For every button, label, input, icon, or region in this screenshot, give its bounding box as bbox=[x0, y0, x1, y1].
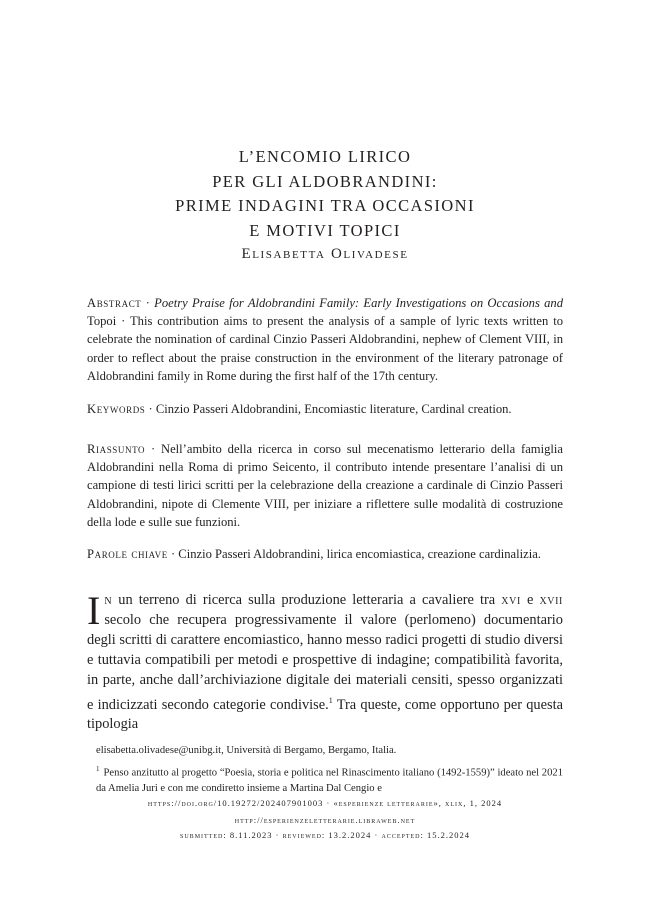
body-text-d: Tra queste, come opportuno per questa tipologia bbox=[87, 696, 563, 733]
keywords-text: Cinzio Passeri Aldobrandini, Encomiastic literature, Cardinal creation. bbox=[155, 402, 512, 416]
footer-dates: submitted: 8.11.2023 · reviewed: 13.2.2024 · accepted: 15.2.2024 bbox=[180, 830, 470, 840]
parole-label: Parole chiave bbox=[87, 547, 168, 561]
footnotes bbox=[87, 743, 563, 796]
footer-doi[interactable]: https://doi.org/10.19272/202407901003 · «esperienze letterarie», xlix, 1, 2024 bbox=[147, 798, 503, 808]
riassunto-label: Riassunto bbox=[87, 442, 146, 456]
lead-in: n bbox=[104, 592, 113, 608]
footer-url[interactable]: http://esperienzeletterarie.libraweb.net bbox=[234, 815, 416, 825]
title-line-1: L’ENCOMIO LIRICO bbox=[238, 147, 412, 166]
abstract-sep-1: · bbox=[141, 296, 155, 310]
keywords-sep: · bbox=[145, 402, 156, 416]
keywords-label: Keywords bbox=[87, 402, 146, 416]
abstract-title-roman: Topoi bbox=[87, 314, 117, 329]
abstract-text: This contribution aims to present the analysis of a sample of lyric texts written to celebrate the nomination of cardinal Cinzio Passeri Aldobrandini, nephew of Clement VIII, in order to reflect about the praise construction in the environment of the literary patronage of Aldobrandini family in Rome during the first half of the 17th century. bbox=[87, 314, 563, 383]
parole-chiave-paragraph bbox=[87, 545, 563, 563]
riassunto-text: Nell’ambito della ricerca in corso sul mecenatismo letterario della famiglia Aldobrandini nella Roma di primo Seicento, il contributo intende presentare l’analisi di un campione di testi lirici scritti per la celebrazione della creazione a cardinale di Cinzio Passeri Aldobrandini, nipote di Clemente VIII, per iniziare a riflettere sulle modalità di costruzione della lode e sulle sue funzioni. bbox=[87, 442, 563, 529]
footnote-1-text: Penso anzitutto al progetto “Poesia, storia e politica nel Rinascimento italiano (1492-1559)” ideato nel 2021 da Amelia Juri e con me condiretto insieme a Martina Dal Cengio e bbox=[96, 767, 563, 794]
title-line-3: PRIME INDAGINI TRA OCCASIONI bbox=[175, 196, 475, 215]
footnote-ref-1[interactable]: 1 bbox=[328, 695, 333, 705]
title-line-2: PER GLI ALDOBRANDINI: bbox=[212, 171, 438, 191]
abstract-title-italic: Poetry Praise for Aldobrandini Family: Early Investigations on Occasions and bbox=[154, 296, 563, 310]
abstract-label: Abstract bbox=[87, 296, 142, 310]
riassunto-paragraph bbox=[87, 440, 563, 531]
article-title bbox=[80, 145, 570, 243]
body-text-b: e bbox=[520, 592, 540, 608]
author-email-note: elisabetta.olivadese@unibg.it, Università di Bergamo, Bergamo, Italia. bbox=[96, 745, 397, 756]
riassunto-sep: · bbox=[145, 442, 161, 456]
abstract-paragraph bbox=[87, 294, 563, 385]
parole-text: Cinzio Passeri Aldobrandini, lirica encomiastica, creazione cardinalizia. bbox=[178, 547, 541, 561]
century-xvi: xvi bbox=[501, 592, 521, 608]
footnote-1 bbox=[87, 762, 563, 796]
body-paragraph bbox=[87, 588, 563, 735]
century-xvii: xvii bbox=[539, 592, 563, 608]
keywords-paragraph bbox=[87, 400, 563, 418]
body-text-a: un terreno di ricerca sulla produzione letteraria a cavaliere tra bbox=[112, 592, 502, 608]
drop-cap: I bbox=[87, 588, 101, 633]
abstract-sep-2: · bbox=[116, 314, 130, 329]
body-text-c: secolo che recupera progressivamente il valore (perlomeno) documentario degli scritti di carattere encomiastico, hanno messo radici progetti di studio diversi e tuttavia compatibili per metodi e prospettive di indagine; compatibilità favorita, in parte, anche dall’archiviazione digitale dei materiali censiti, spesso organizzati e indicizzati secondo categorie condivise. bbox=[87, 611, 563, 713]
title-line-4: E MOTIVI TOPICI bbox=[249, 220, 401, 240]
author-name: Elisabetta Olivadese bbox=[241, 246, 409, 262]
footnote-1-number: 1 bbox=[96, 765, 100, 773]
parole-sep: · bbox=[167, 547, 179, 561]
